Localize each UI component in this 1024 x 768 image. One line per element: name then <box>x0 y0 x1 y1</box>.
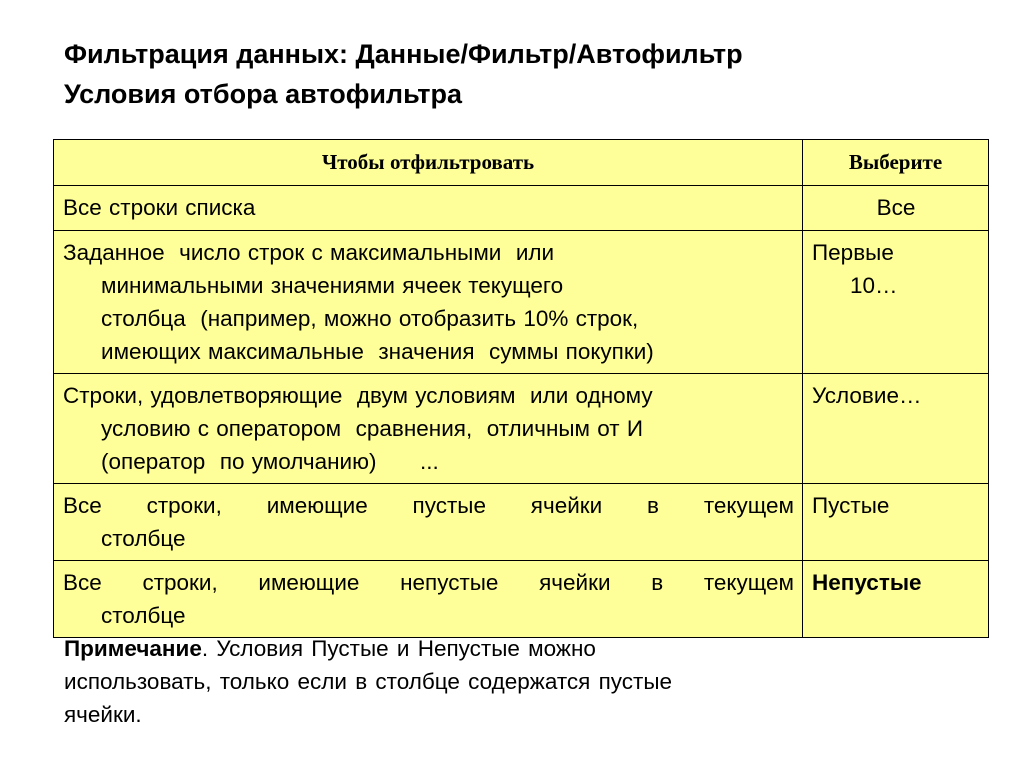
condition-cell <box>54 374 803 484</box>
choice-paragraph <box>812 236 980 302</box>
condition-cell <box>54 231 803 374</box>
header-choice: Выберите <box>803 140 989 186</box>
condition-line: имеющих максимальные значения суммы покупки) <box>101 339 654 364</box>
table-row <box>54 186 989 231</box>
note-line: ячейки. <box>64 702 142 727</box>
condition-text <box>54 186 802 228</box>
choice-cell <box>803 484 989 561</box>
condition-paragraph <box>63 566 794 632</box>
note-line: использовать, только если в столбце содержатся пустые <box>64 669 673 694</box>
condition-paragraph <box>63 379 794 478</box>
choice-line: 10… <box>850 273 898 298</box>
condition-line: столбце <box>101 603 186 628</box>
condition-text <box>54 231 802 372</box>
autofilter-conditions-table <box>53 139 989 638</box>
choice-cell <box>803 231 989 374</box>
condition-line: столбце <box>101 526 186 551</box>
condition-paragraph <box>63 236 794 368</box>
condition-line: минимальными значениями ячеек текущего <box>101 273 564 298</box>
choice-cell <box>803 186 989 231</box>
condition-line: Заданное число строк с максимальными или <box>63 240 555 265</box>
note-text: . Условия Пустые и Непустые можно <box>201 636 596 661</box>
condition-line: столбца (например, можно отобразить 10% строк, <box>101 306 639 331</box>
choice-text: Непустые <box>812 570 922 595</box>
title-line-2: Условия отбора автофильтра <box>64 79 463 109</box>
note-paragraph <box>64 632 824 731</box>
table-row <box>54 374 989 484</box>
condition-cell <box>54 186 803 231</box>
condition-text <box>54 561 802 636</box>
choice-cell <box>803 561 989 638</box>
condition-line: (оператор по умолчанию) ... <box>101 449 439 474</box>
choice-text: Пустые <box>812 493 890 518</box>
choice-text: Все <box>876 195 916 220</box>
table-row <box>54 484 989 561</box>
condition-cell <box>54 484 803 561</box>
table-row <box>54 561 989 638</box>
condition-paragraph <box>63 489 794 555</box>
table-header-row <box>54 140 989 186</box>
choice-text: Условие… <box>812 383 922 408</box>
choice-cell <box>803 374 989 484</box>
note-label: Примечание <box>64 636 202 661</box>
condition-line: условию с оператором сравнения, отличным от И <box>101 416 644 441</box>
header-condition: Чтобы отфильтровать <box>54 140 803 186</box>
choice-text <box>803 231 988 306</box>
page-title <box>64 34 984 114</box>
condition-line: Строки, удовлетворяющие двум условиям или одному <box>63 383 653 408</box>
condition-cell <box>54 561 803 638</box>
condition-line: Все строки, имеющие пустые ячейки в текущем <box>63 493 794 518</box>
title-line-1: Фильтрация данных: Данные/Фильтр/Автофильтр <box>64 39 743 69</box>
choice-line: Первые <box>812 240 894 265</box>
condition-line: Все строки, имеющие непустые ячейки в текущем <box>63 570 794 595</box>
table-row <box>54 231 989 374</box>
condition-line: Все строки списка <box>63 195 256 220</box>
condition-text <box>54 374 802 482</box>
condition-text <box>54 484 802 559</box>
